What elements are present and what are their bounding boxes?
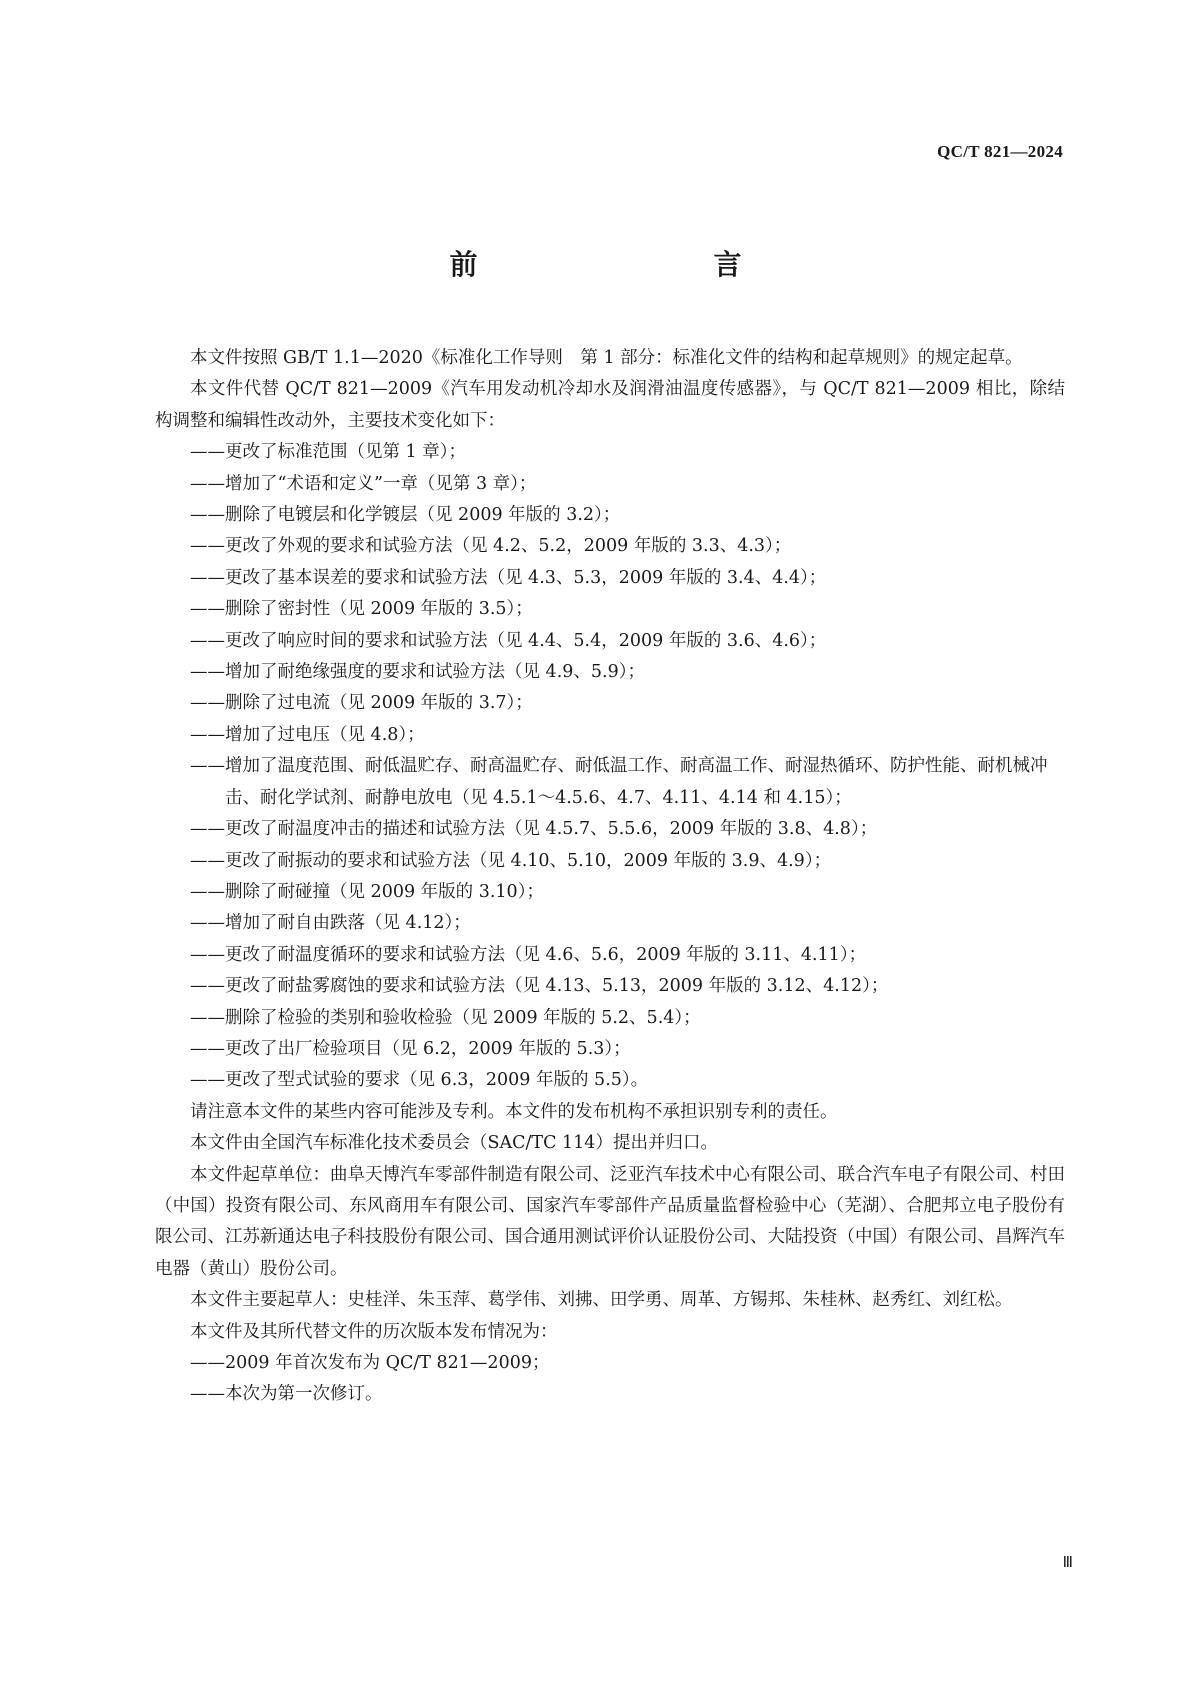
change-item: ——更改了耐温度循环的要求和试验方法（见 4.6、5.6，2009 年版的 3.11、4.11）； <box>190 944 867 965</box>
change-item: ——更改了响应时间的要求和试验方法（见 4.4、5.4，2009 年版的 3.6、4.6）； <box>190 630 827 651</box>
change-item: ——删除了检验的类别和验收检验（见 2009 年版的 5.2、5.4）； <box>190 1007 701 1028</box>
change-item: ——删除了电镀层和化学镀层（见 2009 年版的 3.2）； <box>190 505 621 526</box>
change-item: ——增加了过电压（见 4.8）； <box>190 724 425 745</box>
change-item: ——更改了外观的要求和试验方法（见 4.2、5.2，2009 年版的 3.3、4.3）； <box>190 536 792 557</box>
change-item: ——增加了温度范围、耐低温贮存、耐高温贮存、耐低温工作、耐高温工作、耐湿热循环、防护性能、耐机械冲击、耐化学试剂、耐静电放电（见 4.5.1～4.5.6、4.7、4.11、4.14 和 4.15）； <box>190 756 1048 808</box>
change-item: ——更改了耐温度冲击的描述和试验方法（见 4.5.7、5.5.6，2009 年版的 3.8、4.8）； <box>190 819 878 840</box>
change-item: ——更改了标准范围（见第 1 章）； <box>190 442 467 463</box>
history-item: ——2009 年首次发布为 QC/T 821—2009； <box>190 1353 550 1373</box>
change-item: ——增加了耐自由跌落（见 4.12）； <box>190 913 471 934</box>
drafters-paragraph: 本文件主要起草人：史桂洋、朱玉萍、葛学伟、刘拂、田学勇、周革、方锡邦、朱桂林、赵秀红、刘红松。 <box>190 1290 1013 1311</box>
patent-notice: 请注意本文件的某些内容可能涉及专利。本文件的发布机构不承担识别专利的责任。 <box>190 1101 838 1122</box>
change-item: ——更改了基本误差的要求和试验方法（见 4.3、5.3，2009 年版的 3.4、4.4）； <box>190 567 827 588</box>
change-item: ——更改了耐盐雾腐蚀的要求和试验方法（见 4.13、5.13，2009 年版的 3.12、4.12）； <box>190 976 889 997</box>
change-item: ——更改了出厂检验项目（见 6.2，2009 年版的 5.3）； <box>190 1038 631 1059</box>
change-item: ——更改了型式试验的要求（见 6.3，2009 年版的 5.5）。 <box>190 1070 649 1091</box>
committee-paragraph: 本文件由全国汽车标准化技术委员会（SAC/TC 114）提出并归口。 <box>190 1133 718 1154</box>
change-item: ——增加了耐绝缘强度的要求和试验方法（见 4.9、5.9）； <box>190 662 645 683</box>
page-number: Ⅲ <box>1062 1555 1073 1571</box>
intro-paragraph-1: 本文件按照 GB/T 1.1—2020《标准化工作导则 第 1 部分：标准化文件的结构和起草规则》的规定起草。 <box>190 348 1023 368</box>
intro-paragraph-2: 本文件代替 QC/T 821—2009《汽车用发动机冷却水及润滑油温度传感器》，与 QC/T 821—2009 相比，除结构调整和编辑性改动外，主要技术变化如下： <box>155 379 1065 431</box>
change-item: ——更改了耐振动的要求和试验方法（见 4.10、5.10，2009 年版的 3.9、4.9）； <box>190 850 832 871</box>
page-title: 前 言 <box>449 248 802 281</box>
document-code: QC/T 821—2024 <box>937 142 1063 161</box>
change-item: ——删除了密封性（见 2009 年版的 3.5）； <box>190 599 533 620</box>
change-item: ——增加了“术语和定义”一章（见第 3 章）； <box>190 473 537 494</box>
change-item: ——删除了过电流（见 2009 年版的 3.7）； <box>190 693 533 714</box>
change-item: ——删除了耐碰撞（见 2009 年版的 3.10）； <box>190 881 544 902</box>
drafting-units-paragraph: 本文件起草单位：曲阜天博汽车零部件制造有限公司、泛亚汽车技术中心有限公司、联合汽车电子有限公司、村田（中国）投资有限公司、东风商用车有限公司、国家汽车零部件产品质量监督检验中心（芜湖）、合肥邦立电子股份有限公司、江苏新通达电子科技股份有限公司、国合通用测试评价认证股份公司、大陆投资（中国）有限公司、昌辉汽车电器（黄山）股份公司。 <box>155 1164 1065 1279</box>
history-intro-paragraph: 本文件及其所代替文件的历次版本发布情况为： <box>190 1321 558 1342</box>
history-item: ——本次为第一次修订。 <box>190 1384 383 1405</box>
foreword-body <box>155 343 1065 1411</box>
